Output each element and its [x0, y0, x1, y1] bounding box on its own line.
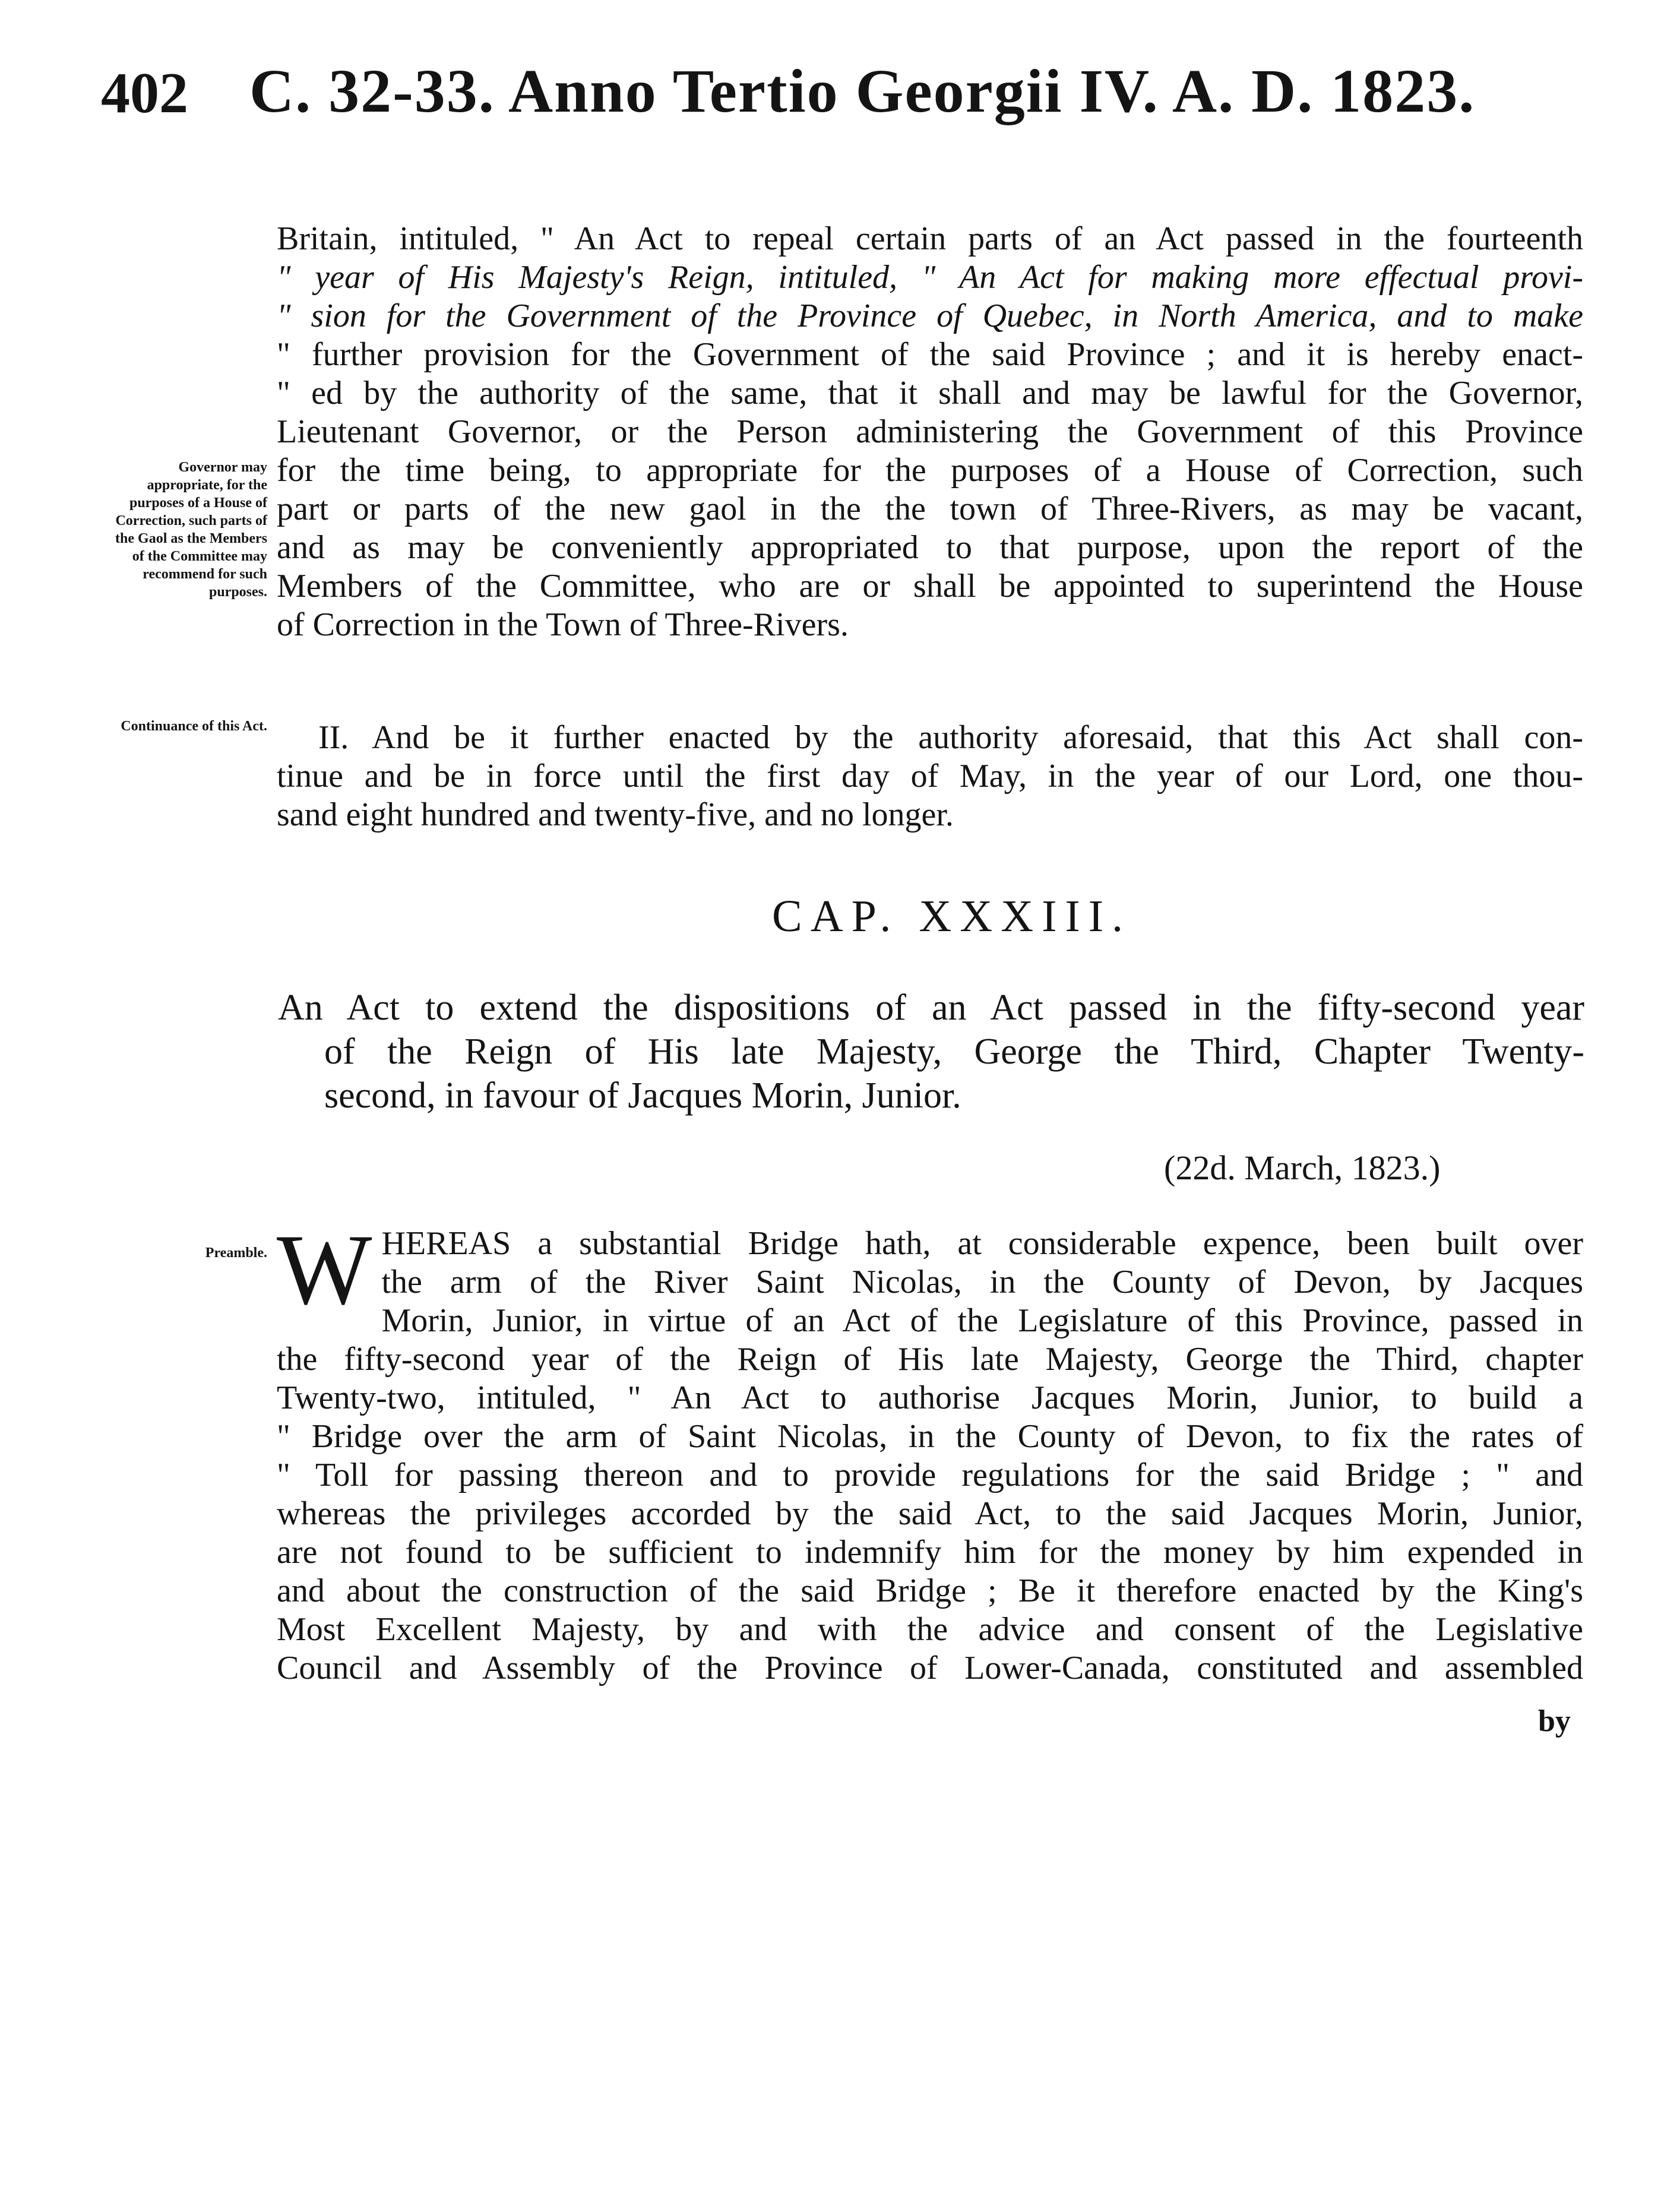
text-line: and as may be conveniently appropriated to that purpose, upon the report of the [277, 529, 1583, 566]
margin-note-governor: Governor may appropriate, for the purposes of a House of Correction, such parts of the Gaol as the Members of the Committee may recommend for such purposes. [115, 460, 267, 600]
assent-date: (22d. March, 1823.) [1164, 1148, 1441, 1187]
text-line: are not found to be sufficient to indemnify him for the money by him expended in [277, 1534, 1583, 1571]
section-1-text [277, 220, 1583, 644]
text-line: tinue and be in force until the first day of May, in the year of our Lord, one thou- [277, 758, 1583, 795]
text-line: " Toll for passing thereon and to provide regulations for the said Bridge ; " and [277, 1457, 1583, 1493]
text-line: " further provision for the Government of the said Province ; and it is hereby enact- [277, 336, 1583, 373]
catchword: by [1538, 1704, 1571, 1738]
text-line: sand eight hundred and twenty-five, and no longer. [277, 796, 954, 833]
section-2-text [277, 719, 1583, 834]
title-line: second, in favour of Jacques Morin, Junior. [324, 1075, 961, 1116]
margin-note-continuance: Continuance of this Act. [121, 719, 267, 734]
chapter-heading: CAP. XXXIII. [772, 891, 1131, 941]
text-line: Council and Assembly of the Province of Lower-Canada, constituted and assembled [277, 1650, 1583, 1686]
text-line: II. And be it further enacted by the authority aforesaid, that this Act shall con- [318, 719, 1583, 756]
text-line: the arm of the River Saint Nicolas, in the County of Devon, by Jacques [381, 1264, 1583, 1300]
text-line: " Bridge over the arm of Saint Nicolas, in the County of Devon, to fix the rates of [277, 1418, 1583, 1455]
text-line: " ed by the authority of the same, that it shall and may be lawful for the Governor, [277, 375, 1583, 412]
title-line: An Act to extend the dispositions of an Act passed in the fifty-second year [278, 988, 1584, 1028]
text-line: " year of His Majesty's Reign, intituled, " An Act for making more effectual provi- [277, 259, 1583, 296]
text-line: of Correction in the Town of Three-Rivers. [277, 606, 849, 643]
text-line: Members of the Committee, who are or shall be appointed to superintend the House [277, 568, 1583, 605]
title-line: of the Reign of His late Majesty, George the Third, Chapter Twenty- [324, 1031, 1584, 1072]
text-line: and about the construction of the said Bridge ; Be it therefore enacted by the King's [277, 1572, 1583, 1609]
text-line: Twenty-two, intituled, " An Act to authorise Jacques Morin, Junior, to build a [277, 1379, 1583, 1416]
text-line: " sion for the Government of the Province of Quebec, in North America, and to make [277, 298, 1583, 334]
text-line: for the time being, to appropriate for the purposes of a House of Correction, such [277, 452, 1583, 489]
page-number: 402 [101, 61, 188, 125]
text-line: part or parts of the new gaol in the the town of Three-Rivers, as may be vacant, [277, 490, 1583, 527]
text-line: whereas the privileges accorded by the said Act, to the said Jacques Morin, Junior, [277, 1495, 1583, 1532]
chapter-title [278, 986, 1584, 1118]
margin-note-preamble: Preamble. [205, 1245, 267, 1261]
text-line: Morin, Junior, in virtue of an Act of the Legislature of this Province, passed in [381, 1302, 1583, 1339]
text-line: HEREAS a substantial Bridge hath, at considerable expence, been built over [381, 1225, 1583, 1262]
text-line: Lieutenant Governor, or the Person administering the Government of this Province [277, 413, 1583, 450]
text-line: Most Excellent Majesty, by and with the advice and consent of the Legislative [277, 1611, 1583, 1648]
text-line: Britain, intituled, " An Act to repeal certain parts of an Act passed in the fourteenth [277, 220, 1583, 257]
text-line: the fifty-second year of the Reign of His late Majesty, George the Third, chapter [277, 1341, 1583, 1378]
preamble-text [277, 1214, 1583, 1688]
running-header: C. 32-33. Anno Tertio Georgii IV. A. D. 1823. [249, 57, 1476, 125]
drop-cap: W [277, 1214, 372, 1325]
